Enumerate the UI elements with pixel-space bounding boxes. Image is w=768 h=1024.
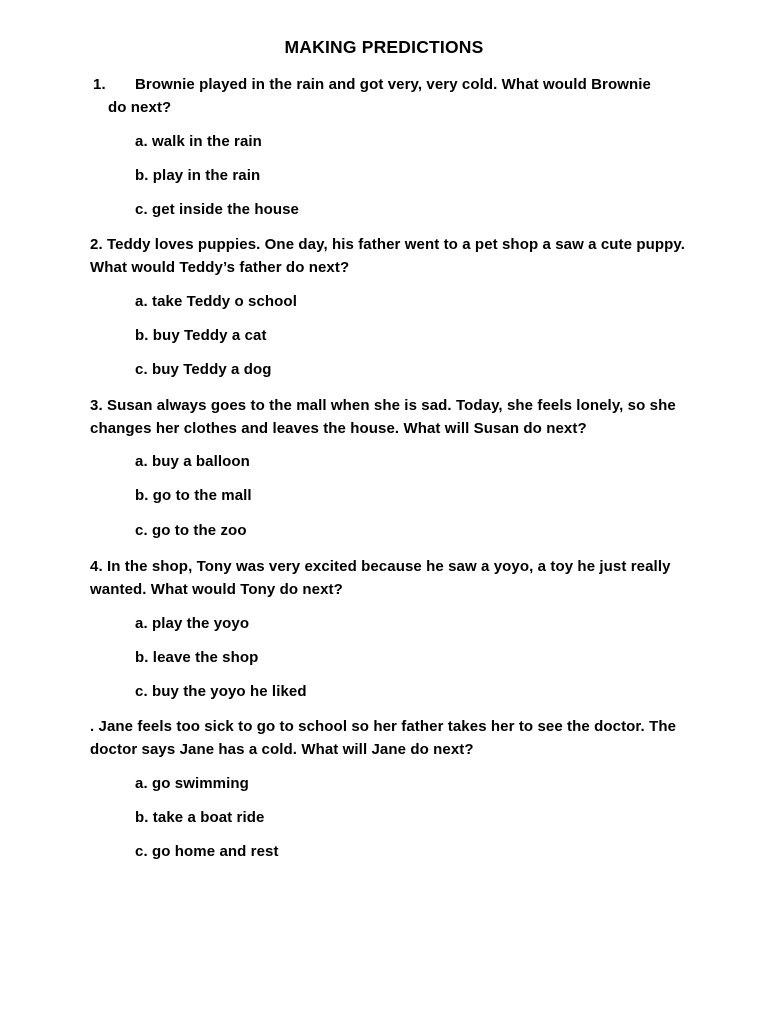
question-3-option-c: c. go to the zoo <box>135 522 247 539</box>
question-3-option-a: a. buy a balloon <box>135 453 250 470</box>
question-4-text: 4. In the shop, Tony was very excited because he saw a yoyo, a toy he just really wanted. What would Tony do next? <box>90 558 671 598</box>
question-4-option-c: c. buy the yoyo he liked <box>135 683 307 700</box>
question-2-text: 2. Teddy loves puppies. One day, his father went to a pet shop a saw a cute puppy. What would Teddy’s father do next? <box>90 236 685 276</box>
question-2-option-b: b. buy Teddy a cat <box>135 327 267 344</box>
question-1-text-line2: do next? <box>108 99 172 116</box>
question-4-option-b: b. leave the shop <box>135 649 259 666</box>
question-2-option-a: a. take Teddy o school <box>135 293 297 310</box>
question-5-option-b: b. take a boat ride <box>135 809 265 826</box>
page-title: MAKING PREDICTIONS <box>284 37 484 57</box>
question-5-option-c: c. go home and rest <box>135 843 279 860</box>
question-5-text: . Jane feels too sick to go to school so her father takes her to see the doctor. The doctor says Jane has a cold. What will Jane do next? <box>90 718 677 758</box>
question-4-option-a: a. play the yoyo <box>135 615 250 632</box>
question-5-option-a: a. go swimming <box>135 775 249 792</box>
question-2-option-c: c. buy Teddy a dog <box>135 361 272 378</box>
question-3-option-b: b. go to the mall <box>135 487 252 504</box>
question-1-line1: Brownie played in the rain and got very, very cold. What would Brownie <box>135 76 651 93</box>
question-1-text-line1 <box>93 73 651 96</box>
question-1-number: 1. <box>93 76 106 93</box>
question-1-option-c: c. get inside the house <box>135 201 299 218</box>
question-3-text: 3. Susan always goes to the mall when she is sad. Today, she feels lonely, so she changes her clothes and leaves the house. What will Susan do next? <box>90 397 676 437</box>
question-1-option-a: a. walk in the rain <box>135 133 262 150</box>
question-1-option-b: b. play in the rain <box>135 167 261 184</box>
